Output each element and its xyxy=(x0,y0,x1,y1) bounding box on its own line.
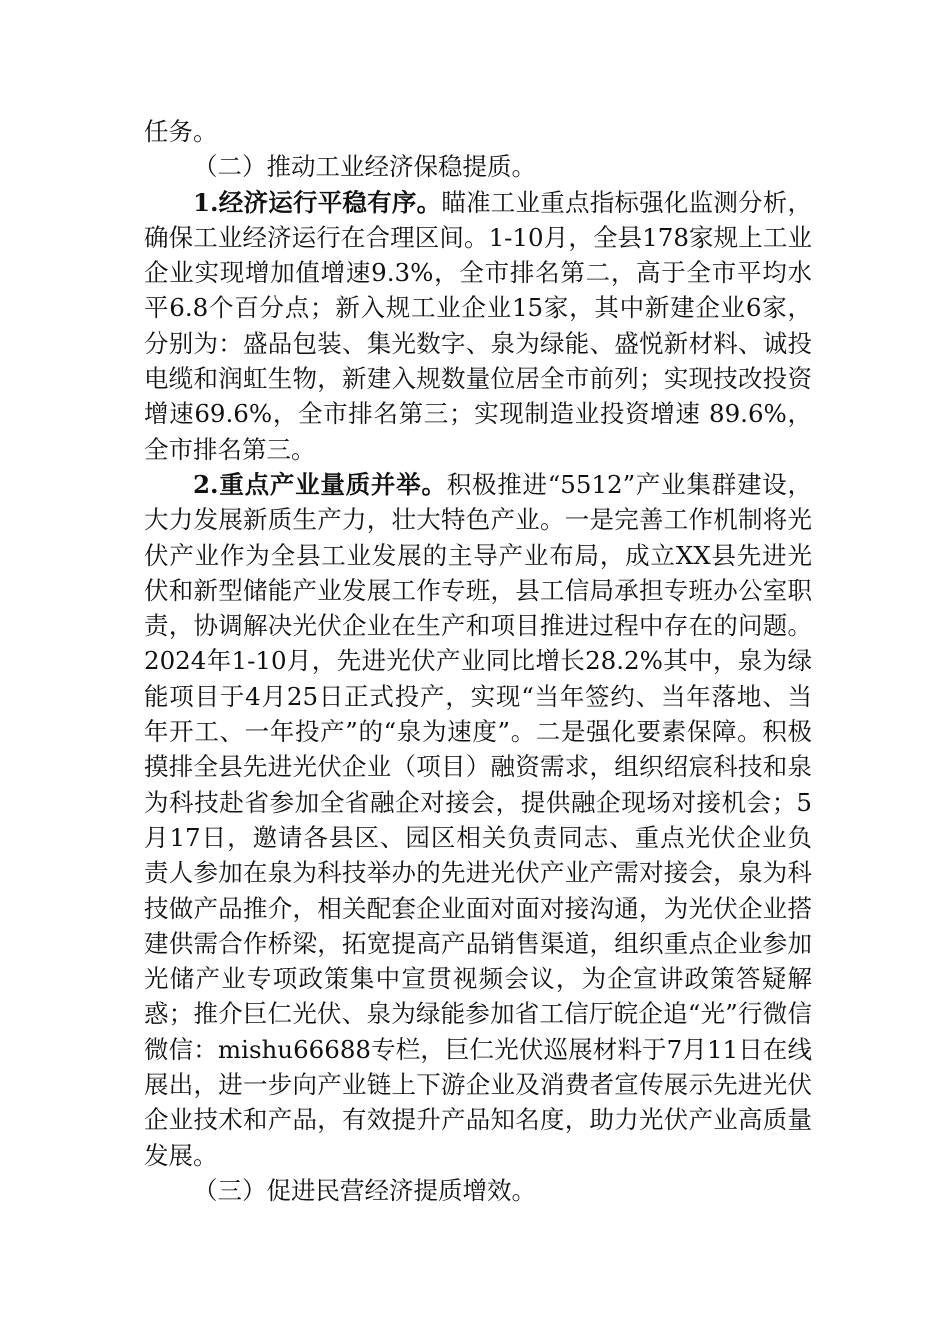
item-2-lead: 2.重点产业量质并举。 xyxy=(193,469,447,499)
paragraph-item-2 xyxy=(144,467,812,1173)
item-2-body: 积极推进“5512”产业集群建设，大力发展新质生产力，壮大特色产业。一是完善工作机制将光伏产业作为全县工业发展的主导产业布局，成立XX县先进光伏和新型储能产业发展工作专班，县工信局承担专班办公室职责，协调解决光伏企业在生产和项目推进过程中存在的问题。2024年1-10月，先进光伏产业同比增长28.2%其中，泉为绿能项目于4月25日正式投产，实现“当年签约、当年落地、当年开工、一年投产”的“泉为速度”。二是强化要素保障。积极摸排全县先进光伏企业（项目）融资需求，组织绍宸科技和泉为科技赴省参加全省融企对接会，提供融企现场对接机会；5月17日，邀请各县区、园区相关负责同志、重点光伏企业负责人参加在泉为科技举办的先进光伏产业产需对接会，泉为科技做产品推介，相关配套企业面对面对接沟通，为光伏企业搭建供需合作桥梁，拓宽提高产品销售渠道，组织重点企业参加光储产业专项政策集中宣贯视频会议，为企宣讲政策答疑解惑；推介巨仁光伏、泉为绿能参加省工信厅皖企追“光”行微信微信：mishu66688专栏，巨仁光伏巡展材料于7月11日在线展出，进一步向产业链上下游企业及消费者宣传展示先进光伏企业技术和产品，有效提升产品知名度，助力光伏产业高质量发展。 xyxy=(144,469,812,1170)
section-heading-3: （三）促进民营经济提质增效。 xyxy=(193,1175,536,1205)
continuation-text: 任务。 xyxy=(144,117,218,146)
paragraph-item-1 xyxy=(144,185,812,467)
section-heading-2: （二）推动工业经济保稳提质。 xyxy=(193,152,536,182)
item-1-lead: 1.经济运行平稳有序。 xyxy=(193,187,442,217)
item-1-body: 瞄准工业重点指标强化监测分析，确保工业经济运行在合理区间。1-10月，全县178家规上工业企业实现增加值增速9.3%，全市排名第二，高于全市平均水平6.8个百分点；新入规工业企业15家，其中新建企业6家，分别为：盛品包装、集光数字、泉为绿能、盛悦新材料、诚投电缆和润虹生物，新建入规数量位居全市前列；实现技改投资增速69.6%，全市排名第三；实现制造业投资增速 89.6%，全市排名第三。 xyxy=(144,187,813,464)
document-body xyxy=(144,114,812,1208)
